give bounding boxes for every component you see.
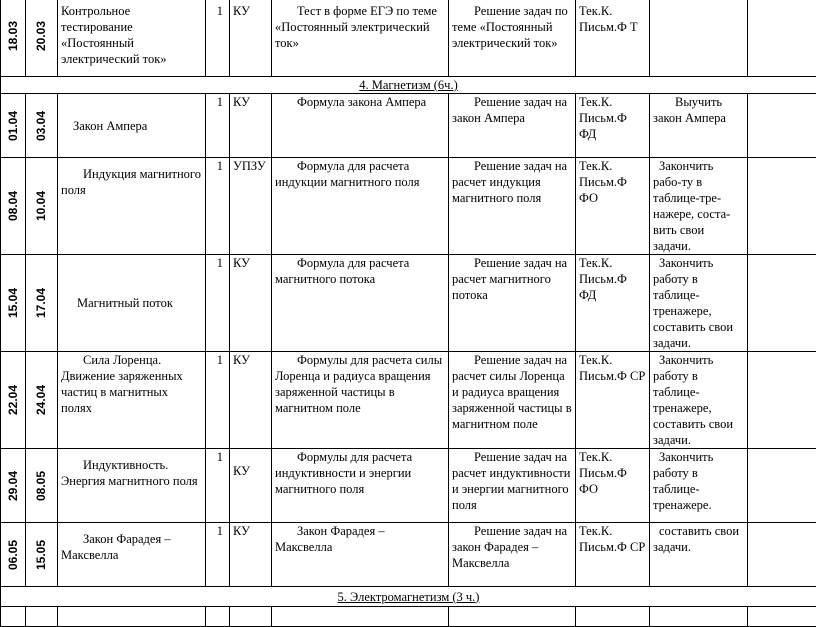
homework: Закончить работу в таблице-тренажере, составить свои задачи. [650,352,748,449]
lesson-topic: Закон Ампера [58,94,206,158]
lesson-content: Тест в форме ЕГЭ по теме «Постоянный электрический ток» [272,0,449,77]
lesson-topic: Сила Лоренца. Движение заряженных частиц в магнитных полях [58,352,206,449]
date-actual: 17.04 [34,288,50,318]
table-row [1,94,816,158]
table-row [1,255,816,352]
hours-count: 1 [206,352,230,449]
lesson-type: КУ [230,352,272,449]
hours-count: 1 [206,449,230,523]
date-planned: 18.03 [5,20,21,50]
control-form: Тек.К. Письм.Ф СР [576,352,650,449]
date-planned: 22.04 [5,385,21,415]
table-row [1,158,816,255]
section-row [1,587,816,607]
date-actual: 24.04 [34,385,50,415]
date-actual: 20.03 [34,20,50,50]
lesson-topic: Закон Фарадея – Максвелла [58,523,206,587]
hours-count: 1 [206,158,230,255]
section-row [1,77,816,94]
date-actual: 10.04 [34,191,50,221]
table-row [1,352,816,449]
control-form: Тек.К. Письм.Ф Т [576,0,650,77]
date-planned: 15.04 [5,288,21,318]
practice-work: Решение задач на расчет индуктивности и энергии магнитного поля [449,449,576,523]
control-form: Тек.К. Письм.Ф ФД [576,255,650,352]
lesson-content: Формулы для расчета силы Лоренца и радиуса вращения заряженной частицы в магнитном поле [272,352,449,449]
control-form: Тек.К. Письм.Ф ФД [576,94,650,158]
date-planned: 08.04 [5,191,21,221]
date-planned: 01.04 [5,110,21,140]
lesson-content: Формула закона Ампера [272,94,449,158]
practice-work: Решение задач по теме «Постоянный электрический ток» [449,0,576,77]
date-actual: 03.04 [34,110,50,140]
practice-work: Решение задач на закон Ампера [449,94,576,158]
date-planned: 29.04 [5,470,21,500]
lesson-topic: Индукция магнитного поля [58,158,206,255]
homework: Закончить рабо-ту в таблице-тре-нажере, соста-вить свои задачи. [650,158,748,255]
lesson-type: КУ [230,94,272,158]
lesson-type: КУ [230,0,272,77]
practice-work: Решение задач на закон Фарадея – Максвелла [449,523,576,587]
control-form: Тек.К. Письм.Ф СР [576,523,650,587]
table-row [1,449,816,523]
homework: Закончить работу в таблице-тренажере. [650,449,748,523]
hours-count: 1 [206,0,230,77]
lesson-content: Закон Фарадея – Максвелла [272,523,449,587]
date-actual: 08.05 [34,470,50,500]
lesson-type: УПЗУ [230,158,272,255]
hours-count: 1 [206,255,230,352]
lesson-type: КУ [230,449,272,523]
lesson-content: Формула для расчета индукции магнитного поля [272,158,449,255]
table-row [1,0,816,77]
section-heading-electromagnetism: 5. Электромагнетизм (3 ч.) [1,587,816,607]
control-form: Тек.К. Письм.Ф ФО [576,449,650,523]
section-heading-magnetism: 4. Магнетизм (6ч.) [1,77,816,94]
hours-count: 1 [206,94,230,158]
lesson-topic: Индуктивность. Энергия магнитного поля [58,449,206,523]
lesson-type: КУ [230,523,272,587]
homework: составить свои задачи. [650,523,748,587]
hours-count: 1 [206,523,230,587]
lesson-content: Формулы для расчета индуктивности и энергии магнитного поля [272,449,449,523]
practice-work: Решение задач на расчет индукция магнитного поля [449,158,576,255]
homework: Выучить закон Ампера [650,94,748,158]
control-form: Тек.К. Письм.Ф ФО [576,158,650,255]
practice-work: Решение задач на расчет магнитного потока [449,255,576,352]
lesson-type: КУ [230,255,272,352]
practice-work: Решение задач на расчет силы Лоренца и радиуса вращения заряженной частицы в магнитном поле [449,352,576,449]
lesson-topic: Магнитный поток [58,255,206,352]
table-row [1,523,816,587]
table-row [1,607,816,627]
lesson-content: Формула для расчета магнитного потока [272,255,449,352]
date-planned: 06.05 [5,539,21,569]
homework: Закончить работу в таблице-тренажере, составить свои задачи. [650,255,748,352]
homework [650,0,748,77]
date-actual: 15.05 [34,539,50,569]
lesson-topic: Контрольное тестирование «Постоянный электрический ток» [58,0,206,77]
